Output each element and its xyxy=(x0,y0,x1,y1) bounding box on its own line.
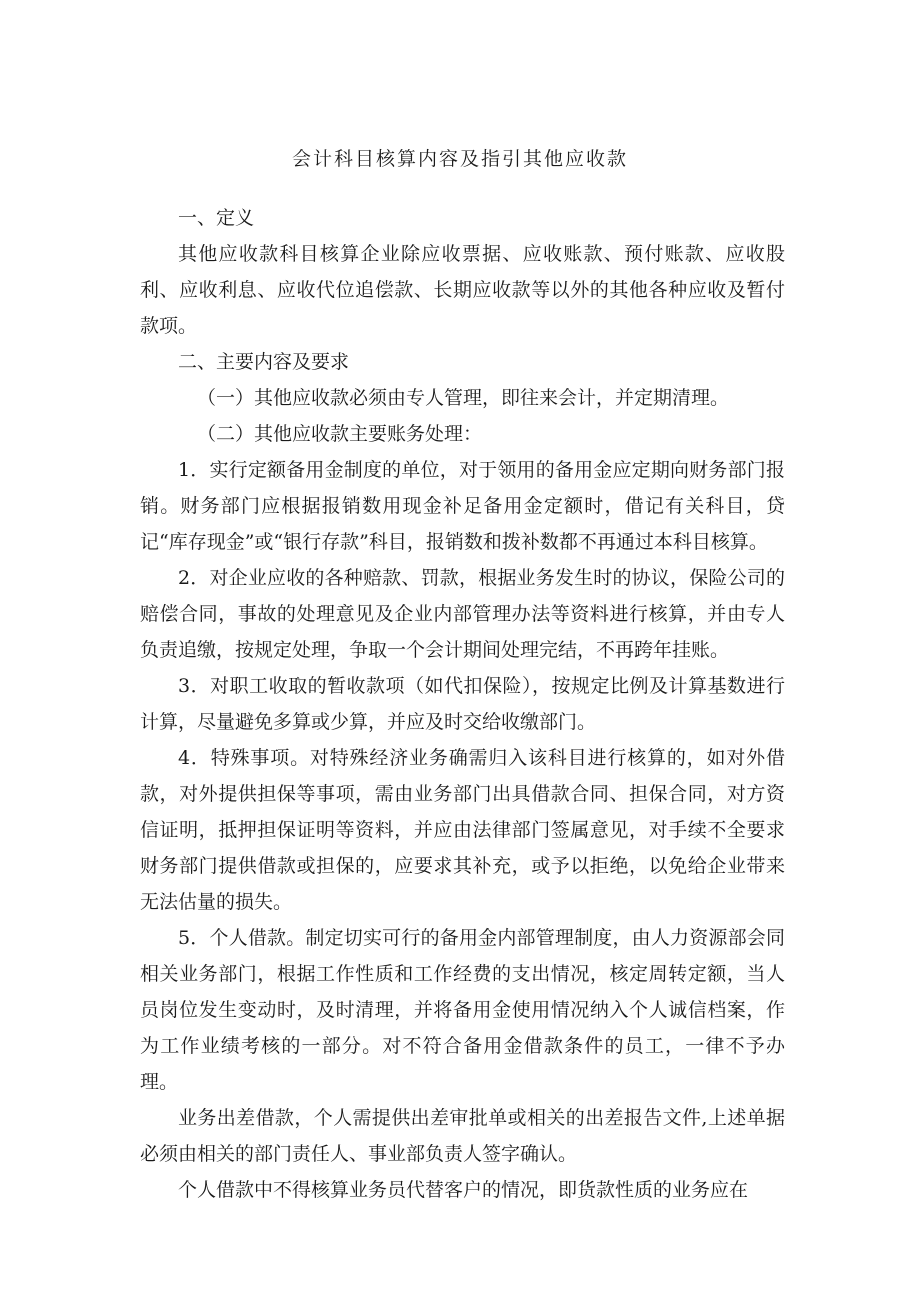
item-2: 2．对企业应收的各种赔款、罚款，根据业务发生时的协议，保险公司的赔偿合同，事故的处理意见及企业内部管理办法等资料进行核算，并由专人负责追缴，按规定处理，争取一个会计期间处理完结，不再跨年挂账。 xyxy=(140,567,785,661)
paragraph-definition: 其他应收款科目核算企业除应收票据、应收账款、预付账款、应收股利、应收利息、应收代位追偿款、长期应收款等以外的其他各种应收及暂付款项。 xyxy=(140,243,785,337)
document-body xyxy=(140,200,785,1208)
paragraph-business-trip: 业务出差借款，个人需提供出差审批单或相关的出差报告文件,上述单据必须由相关的部门责任人、事业部负责人签字确认。 xyxy=(140,1107,785,1165)
item-1: 1．实行定额备用金制度的单位，对于领用的备用金应定期向财务部门报销。财务部门应根据报销数用现金补足备用金定额时，借记有关科目，贷记“库存现金”或“银行存款”科目，报销数和拨补数都不再通过本科目核算。 xyxy=(140,459,785,553)
section-heading-definition: 一、定义 xyxy=(178,207,255,229)
paragraph-personal-loan: 个人借款中不得核算业务员代替客户的情况，即货款性质的业务应在 xyxy=(178,1179,749,1201)
section-heading-requirements: 二、主要内容及要求 xyxy=(178,351,350,373)
subsection-2: （二）其他应收款主要账务处理： xyxy=(197,423,483,445)
item-5: 5．个人借款。制定切实可行的备用金内部管理制度，由人力资源部会同相关业务部门，根据工作性质和工作经费的支出情况，核定周转定额，当人员岗位发生变动时，及时清理，并将备用金使用情况纳入个人诚信档案，作为工作业绩考核的一部分。对不符合备用金借款条件的员工，一律不予办理。 xyxy=(140,927,785,1093)
subsection-1: （一）其他应收款必须由专人管理，即往来会计，并定期清理。 xyxy=(197,387,730,409)
page-title: 会计科目核算内容及指引其他应收款 xyxy=(291,148,628,170)
item-4: 4．特殊事项。对特殊经济业务确需归入该科目进行核算的，如对外借款，对外提供担保等事项，需由业务部门出具借款合同、担保合同，对方资信证明，抵押担保证明等资料，并应由法律部门签属意见，对手续不全要求财务部门提供借款或担保的，应要求其补充，或予以拒绝，以免给企业带来无法估量的损失。 xyxy=(140,747,785,913)
item-3: 3．对职工收取的暂收款项（如代扣保险），按规定比例及计算基数进行计算，尽量避免多算或少算，并应及时交给收缴部门。 xyxy=(140,675,785,733)
